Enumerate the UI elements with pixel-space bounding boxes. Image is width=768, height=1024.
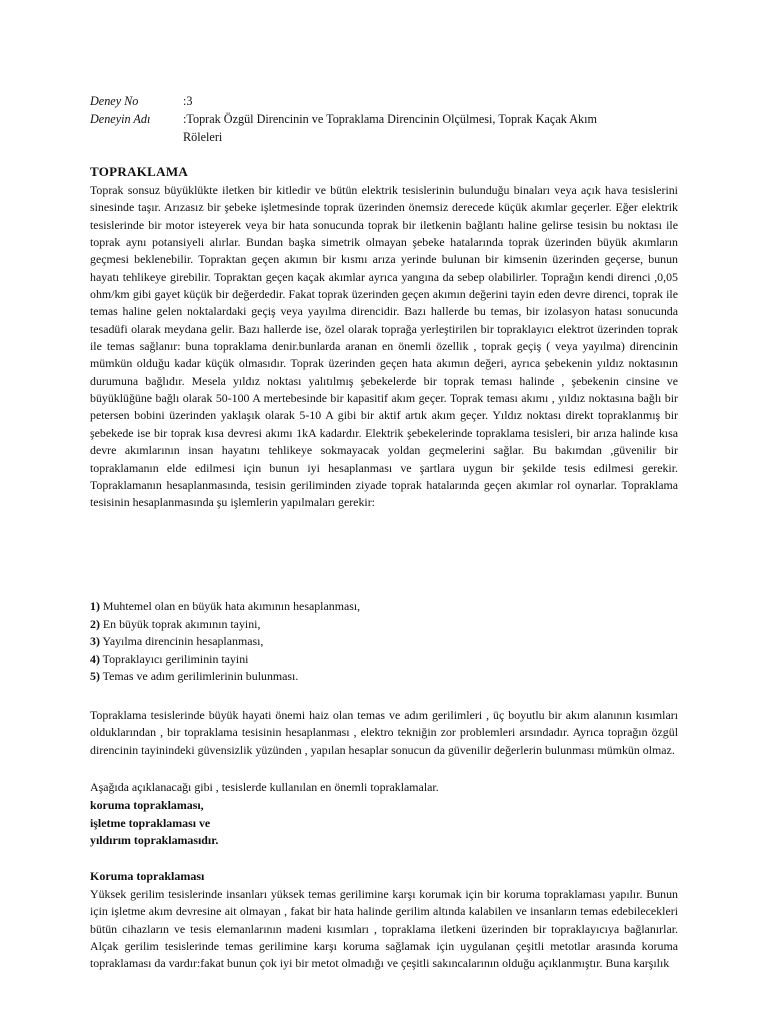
grounding-types	[90, 797, 218, 850]
voltage-paragraph: Topraklama tesislerinde büyük hayati önemi haiz olan temas ve adım gerilimleri , üç boyutlu bir akım alanının kısımları olduklarından , bir topraklama tesisinin hesaplanması , elektro tekniğin zor problemleri arsındadır. Ayrıca toprağın özgül direncinin tayinindeki güvensizlik yüzünden , yapılan hesaplar sonucun da güvenilir değerlerin bulunması mümkün olmaz.	[90, 708, 678, 757]
list-item	[90, 616, 678, 634]
intro-paragraph: Toprak sonsuz büyüklükte iletken bir kitledir ve bütün elektrik tesislerinin bulunduğu binaları veya açık hava tesislerini sinesinde taşır. Arızasız bir şebeke işletmesinde toprak üzerinden önemsiz derecede küçük akımlar geçerler. Eğer elektrik tesislerinde bir motor isteyerek veya bir hata sonucunda toprak bir iletkenin bağlantı haline gelirse tesisin bu noktası ile toprak aynı potansiyeli alırlar. Bundan başka simetrik olmayan şebeke hatalarında toprak üzerinden büyük akımların geçmesi beklenebilir. Topraktan geçen akımın bir kısmı arıza yerinde bulunan bir kimsenin üzerinden geçerse, bunun hayatı tehlikeye girebilir. Topraktan geçen kaçak akımlar ayrıca yangına da sebep olabilirler. Toprağın kendi direnci ,0,05 ohm/km gibi gayet küçük bir değerdedir. Fakat toprak üzerinden geçen akımın değerini tayin eden devre direnci, toprak ile temas haline gelen noktalardaki geçiş veya yayılma direncidir. Bazı hallerde bu temas, bir izolasyon hatası sonucunda tesadüfi olarak meydana gelir. Bazı hallerde ise, özel olarak toprağa yerleştirilen bir topraklayıcı elektrot üzerinden toprak ile temas sağlanır: buna topraklama denir.bunlarda aranan en önemli özellik , toprak geçiş ( veya yayılma) direncinin mümkün olduğu kadar küçük olmasıdır. Toprak üzerinden geçen hata akımın değeri, ayrıca şebekenin yıldız noktasının durumuna bağlıdır. Mesela yıldız noktası yalıtılmış şebekelerde bir toprak teması halinde , şebekenin cinsine ve büyüklüğüne bağlı olarak 50-100 A mertebesinde bir kapasitif akım geçer. Toprak teması akımı , yıldız noktasına bağlı bir petersen bobini üzerinden yaklaşık olarak 5-10 A gibi bir aktif artık akım geçer. Yıldız noktası direkt topraklanmış bir şebekede ise bir toprak kısa devresi akımı 1kA kadardır. Elektrik şebekelerinde topraklama tesisleri, bir arıza halinde kısa devre akımlarının insan hayatını tehlikeye sokmayacak yoldan geçmelerini sağlar. Bu bakımdan ,güvenilir bir topraklamanın elde edilmesi için bunun iyi hesaplanması ve şartlara uygun bir şekilde tesis edilmesi gerekir. Topraklamanın hesaplanmasında, tesisin geriliminden ziyade toprak hatalarında geçen akımlar rol oynarlar. Topraklama tesisinin hesaplanmasında şu işlemlerin yapılmaları gerekir:	[90, 183, 678, 510]
types-intro-line: Aşağıda açıklanacağı gibi , tesislerde kullanılan en önemli topraklamalar.	[90, 780, 439, 794]
list-item	[90, 651, 678, 669]
step-number: 3)	[90, 634, 100, 649]
step-text: Topraklayıcı geriliminin tayini	[102, 651, 249, 666]
step-text: En büyük toprak akımının tayini,	[102, 616, 261, 631]
experiment-no-label: Deney No	[90, 94, 139, 108]
grounding-type-lightning: yıldırım topraklamasıdır.	[90, 833, 219, 848]
step-text: Temas ve adım gerilimlerinin bulunması.	[102, 669, 299, 684]
experiment-no-value: :3	[183, 94, 193, 108]
step-text: Muhtemel olan en büyük hata akımının hesaplanması,	[102, 599, 361, 613]
calculation-steps-list	[90, 598, 678, 686]
list-item	[90, 633, 678, 651]
step-number: 4)	[90, 651, 100, 666]
grounding-type-operational: işletme topraklaması ve	[90, 815, 211, 830]
list-item	[90, 598, 678, 616]
step-number: 1)	[90, 599, 100, 613]
step-number: 2)	[90, 616, 100, 631]
list-item	[90, 668, 678, 686]
experiment-name-value: :Toprak Özgül Direncinin ve Topraklama Direncinin Olçülmesi, Toprak Kaçak Akım Röleleri	[183, 112, 597, 144]
section-title: TOPRAKLAMA	[90, 164, 189, 179]
step-number: 5)	[90, 669, 100, 684]
experiment-name-label: Deneyin Adı	[90, 112, 151, 126]
subsection-title: Koruma topraklaması	[90, 869, 205, 883]
grounding-type-protective: koruma topraklaması,	[90, 798, 204, 812]
protective-grounding-paragraph: Yüksek gerilim tesislerinde insanları yüksek temas gerilimine karşı korumak için bir koruma topraklaması yapılır. Bunun için işletme akım devresine ait olmayan , fakat bir hata halinde gerilim altında kalabilen ve insanların temas edebilecekleri bütün cihazların ve tesis elemanlarının madeni kısımları , topraklama iletkeni üzerinden bir topraklayıcıya bağlanırlar. Alçak gerilim tesislerinde temas gerilimine karşı koruma sağlamak için uygulanan çeşitli metotlar arasında koruma topraklaması da vardır:fakat bunun çok iyi bir metot olmadığı ve çeşitli sakıncalarının olduğu açıklanmıştır. Buna karşılık	[90, 887, 678, 971]
step-text: Yayılma direncinin hesaplanması,	[102, 634, 264, 649]
